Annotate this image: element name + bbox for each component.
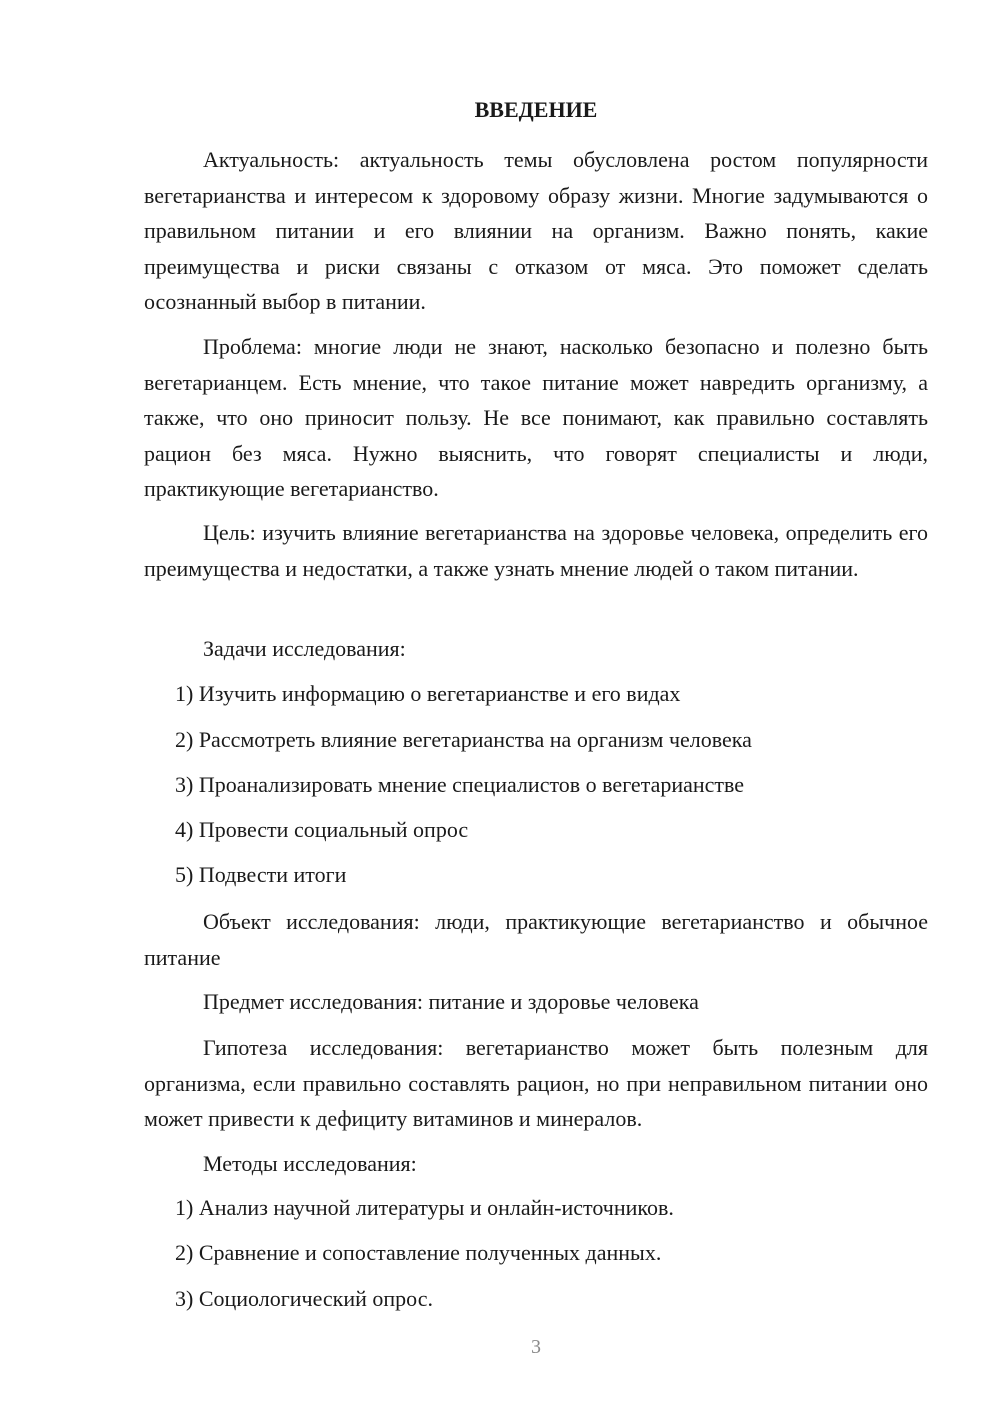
section-title: ВВЕДЕНИЕ bbox=[474, 97, 598, 122]
task-item-2: 2) Рассмотреть влияние вегетарианства на организм человека bbox=[175, 727, 752, 752]
relevance-paragraph: Актуальность: актуальность темы обусловлена ростом популярности вегетарианства и интересом к здоровому образу жизни. Многие задумываются о правильном питании и его влиянии на организм. Важно понять, какие преимущества и риски связаны с отказом от мяса. Это поможет сделать осознанный выбор в питании. bbox=[144, 147, 928, 314]
task-item-5: 5) Подвести итоги bbox=[175, 862, 347, 887]
method-item-3: 3) Социологический опрос. bbox=[175, 1286, 433, 1311]
subject-paragraph: Предмет исследования: питание и здоровье человека bbox=[203, 989, 699, 1014]
tasks-heading: Задачи исследования: bbox=[203, 636, 406, 661]
goal-paragraph: Цель: изучить влияние вегетарианства на здоровье человека, определить его преимущества и недостатки, а также узнать мнение людей о таком питании. bbox=[144, 520, 928, 581]
task-item-3: 3) Проанализировать мнение специалистов о вегетарианстве bbox=[175, 772, 745, 797]
task-item-4: 4) Провести социальный опрос bbox=[175, 817, 469, 842]
method-item-2: 2) Сравнение и сопоставление полученных данных. bbox=[175, 1240, 662, 1265]
task-item-1: 1) Изучить информацию о вегетарианстве и его видах bbox=[175, 681, 681, 706]
method-item-1: 1) Анализ научной литературы и онлайн-источников. bbox=[175, 1195, 674, 1220]
page-number: 3 bbox=[531, 1336, 541, 1358]
hypothesis-paragraph: Гипотеза исследования: вегетарианство может быть полезным для организма, если правильно составлять рацион, но при неправильном питании оно может привести к дефициту витаминов и минералов. bbox=[144, 1035, 928, 1131]
problem-paragraph: Проблема: многие люди не знают, насколько безопасно и полезно быть вегетарианцем. Есть мнение, что такое питание может навредить организму, а также, что оно приносит пользу. Не все понимают, как правильно составлять рацион без мяса. Нужно выяснить, что говорят специалисты и люди, практикующие вегетарианство. bbox=[144, 334, 928, 501]
object-paragraph: Объект исследования: люди, практикующие вегетарианство и обычное питание bbox=[144, 909, 928, 970]
methods-heading: Методы исследования: bbox=[203, 1151, 417, 1176]
